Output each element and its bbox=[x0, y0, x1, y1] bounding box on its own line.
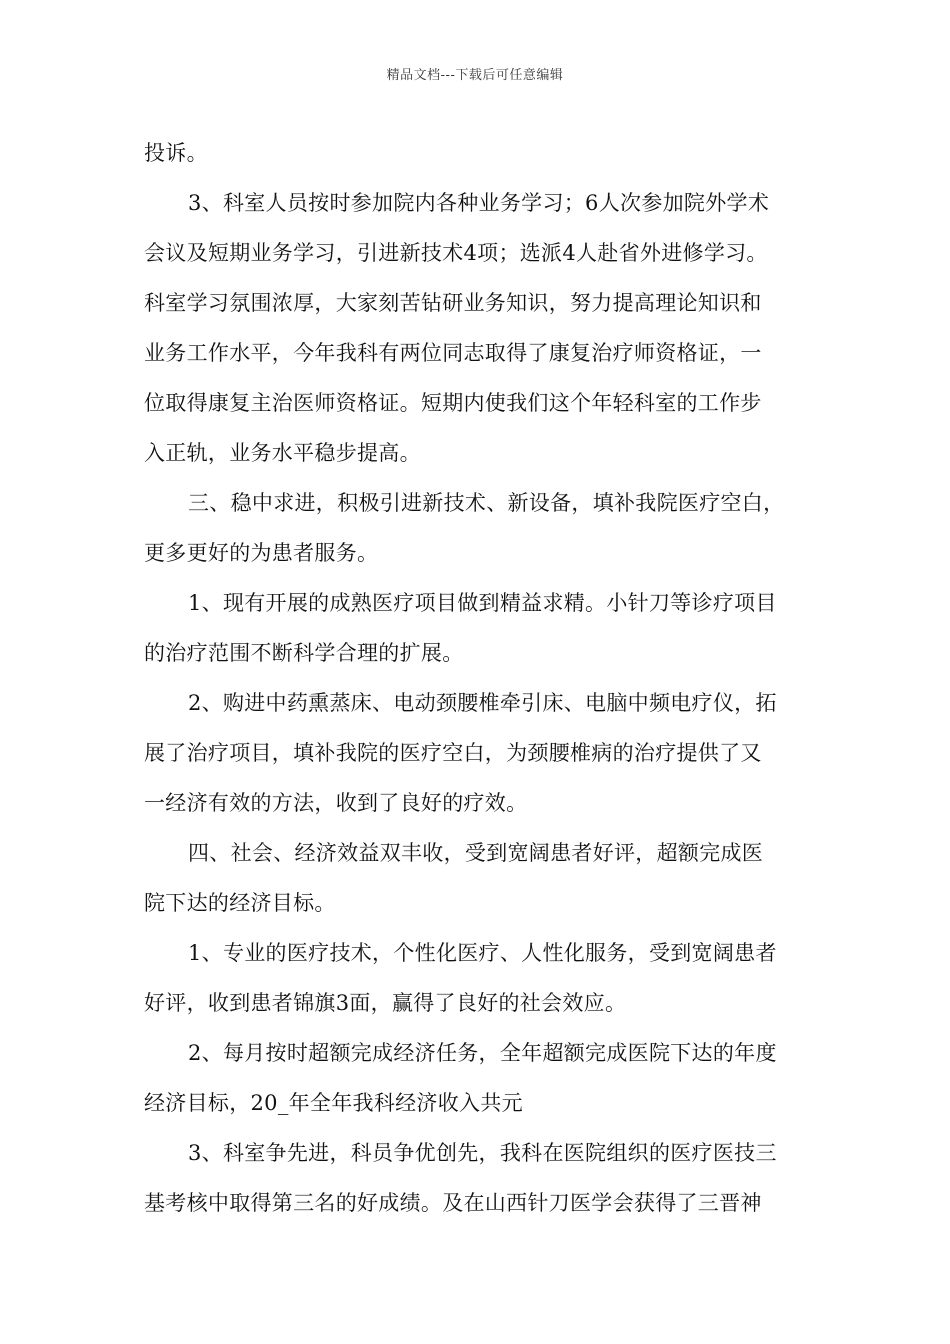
document-body bbox=[144, 128, 820, 1228]
text-line: 入正轨，业务水平稳步提高。 bbox=[144, 441, 421, 465]
text-line: 会议及短期业务学习，引进新技术4项；选派4人赴省外进修学习。 bbox=[144, 241, 768, 265]
text-line: 投诉。 bbox=[144, 141, 208, 165]
text-line: 一经济有效的方法，收到了良好的疗效。 bbox=[144, 791, 528, 815]
paragraph-start-line: 3、科室人员按时参加院内各种业务学习；6人次参加院外学术 bbox=[188, 191, 770, 215]
paragraph-start-line: 3、科室争先进，科员争优创先，我科在医院组织的医疗医技三 bbox=[188, 1141, 777, 1165]
section-heading-line: 三、稳中求进，积极引进新技术、新设备，填补我院医疗空白， bbox=[188, 491, 785, 515]
paragraph-start-line: 2、购进中药熏蒸床、电动颈腰椎牵引床、电脑中频电疗仪，拓 bbox=[188, 691, 777, 715]
text-line: 好评，收到患者锦旗3面，赢得了良好的社会效应。 bbox=[144, 991, 627, 1015]
page-header: 精品文档---下载后可任意编辑 bbox=[386, 68, 564, 83]
text-line: 业务工作水平，今年我科有两位同志取得了康复治疗师资格证，一 bbox=[144, 341, 762, 365]
text-line: 更多更好的为患者服务。 bbox=[144, 541, 379, 565]
section-heading-line: 四、社会、经济效益双丰收，受到宽阔患者好评，超额完成医 bbox=[188, 841, 764, 865]
text-line: 展了治疗项目，填补我院的医疗空白，为颈腰椎病的治疗提供了又 bbox=[144, 741, 762, 765]
text-line: 院下达的经济目标。 bbox=[144, 891, 336, 915]
text-line: 科室学习氛围浓厚，大家刻苦钻研业务知识，努力提高理论知识和 bbox=[144, 291, 762, 315]
paragraph-start-line: 1、专业的医疗技术，个性化医疗、人性化服务，受到宽阔患者 bbox=[188, 941, 777, 965]
text-line: 经济目标，20_年全年我科经济收入共元 bbox=[144, 1091, 523, 1115]
paragraph-start-line: 2、每月按时超额完成经济任务，全年超额完成医院下达的年度 bbox=[188, 1041, 777, 1065]
paragraph-start-line: 1、现有开展的成熟医疗项目做到精益求精。小针刀等诊疗项目 bbox=[188, 591, 777, 615]
text-line: 的治疗范围不断科学合理的扩展。 bbox=[144, 641, 464, 665]
text-line: 基考核中取得第三名的好成绩。及在山西针刀医学会获得了三晋神 bbox=[144, 1191, 762, 1215]
text-line: 位取得康复主治医师资格证。短期内使我们这个年轻科室的工作步 bbox=[144, 391, 762, 415]
